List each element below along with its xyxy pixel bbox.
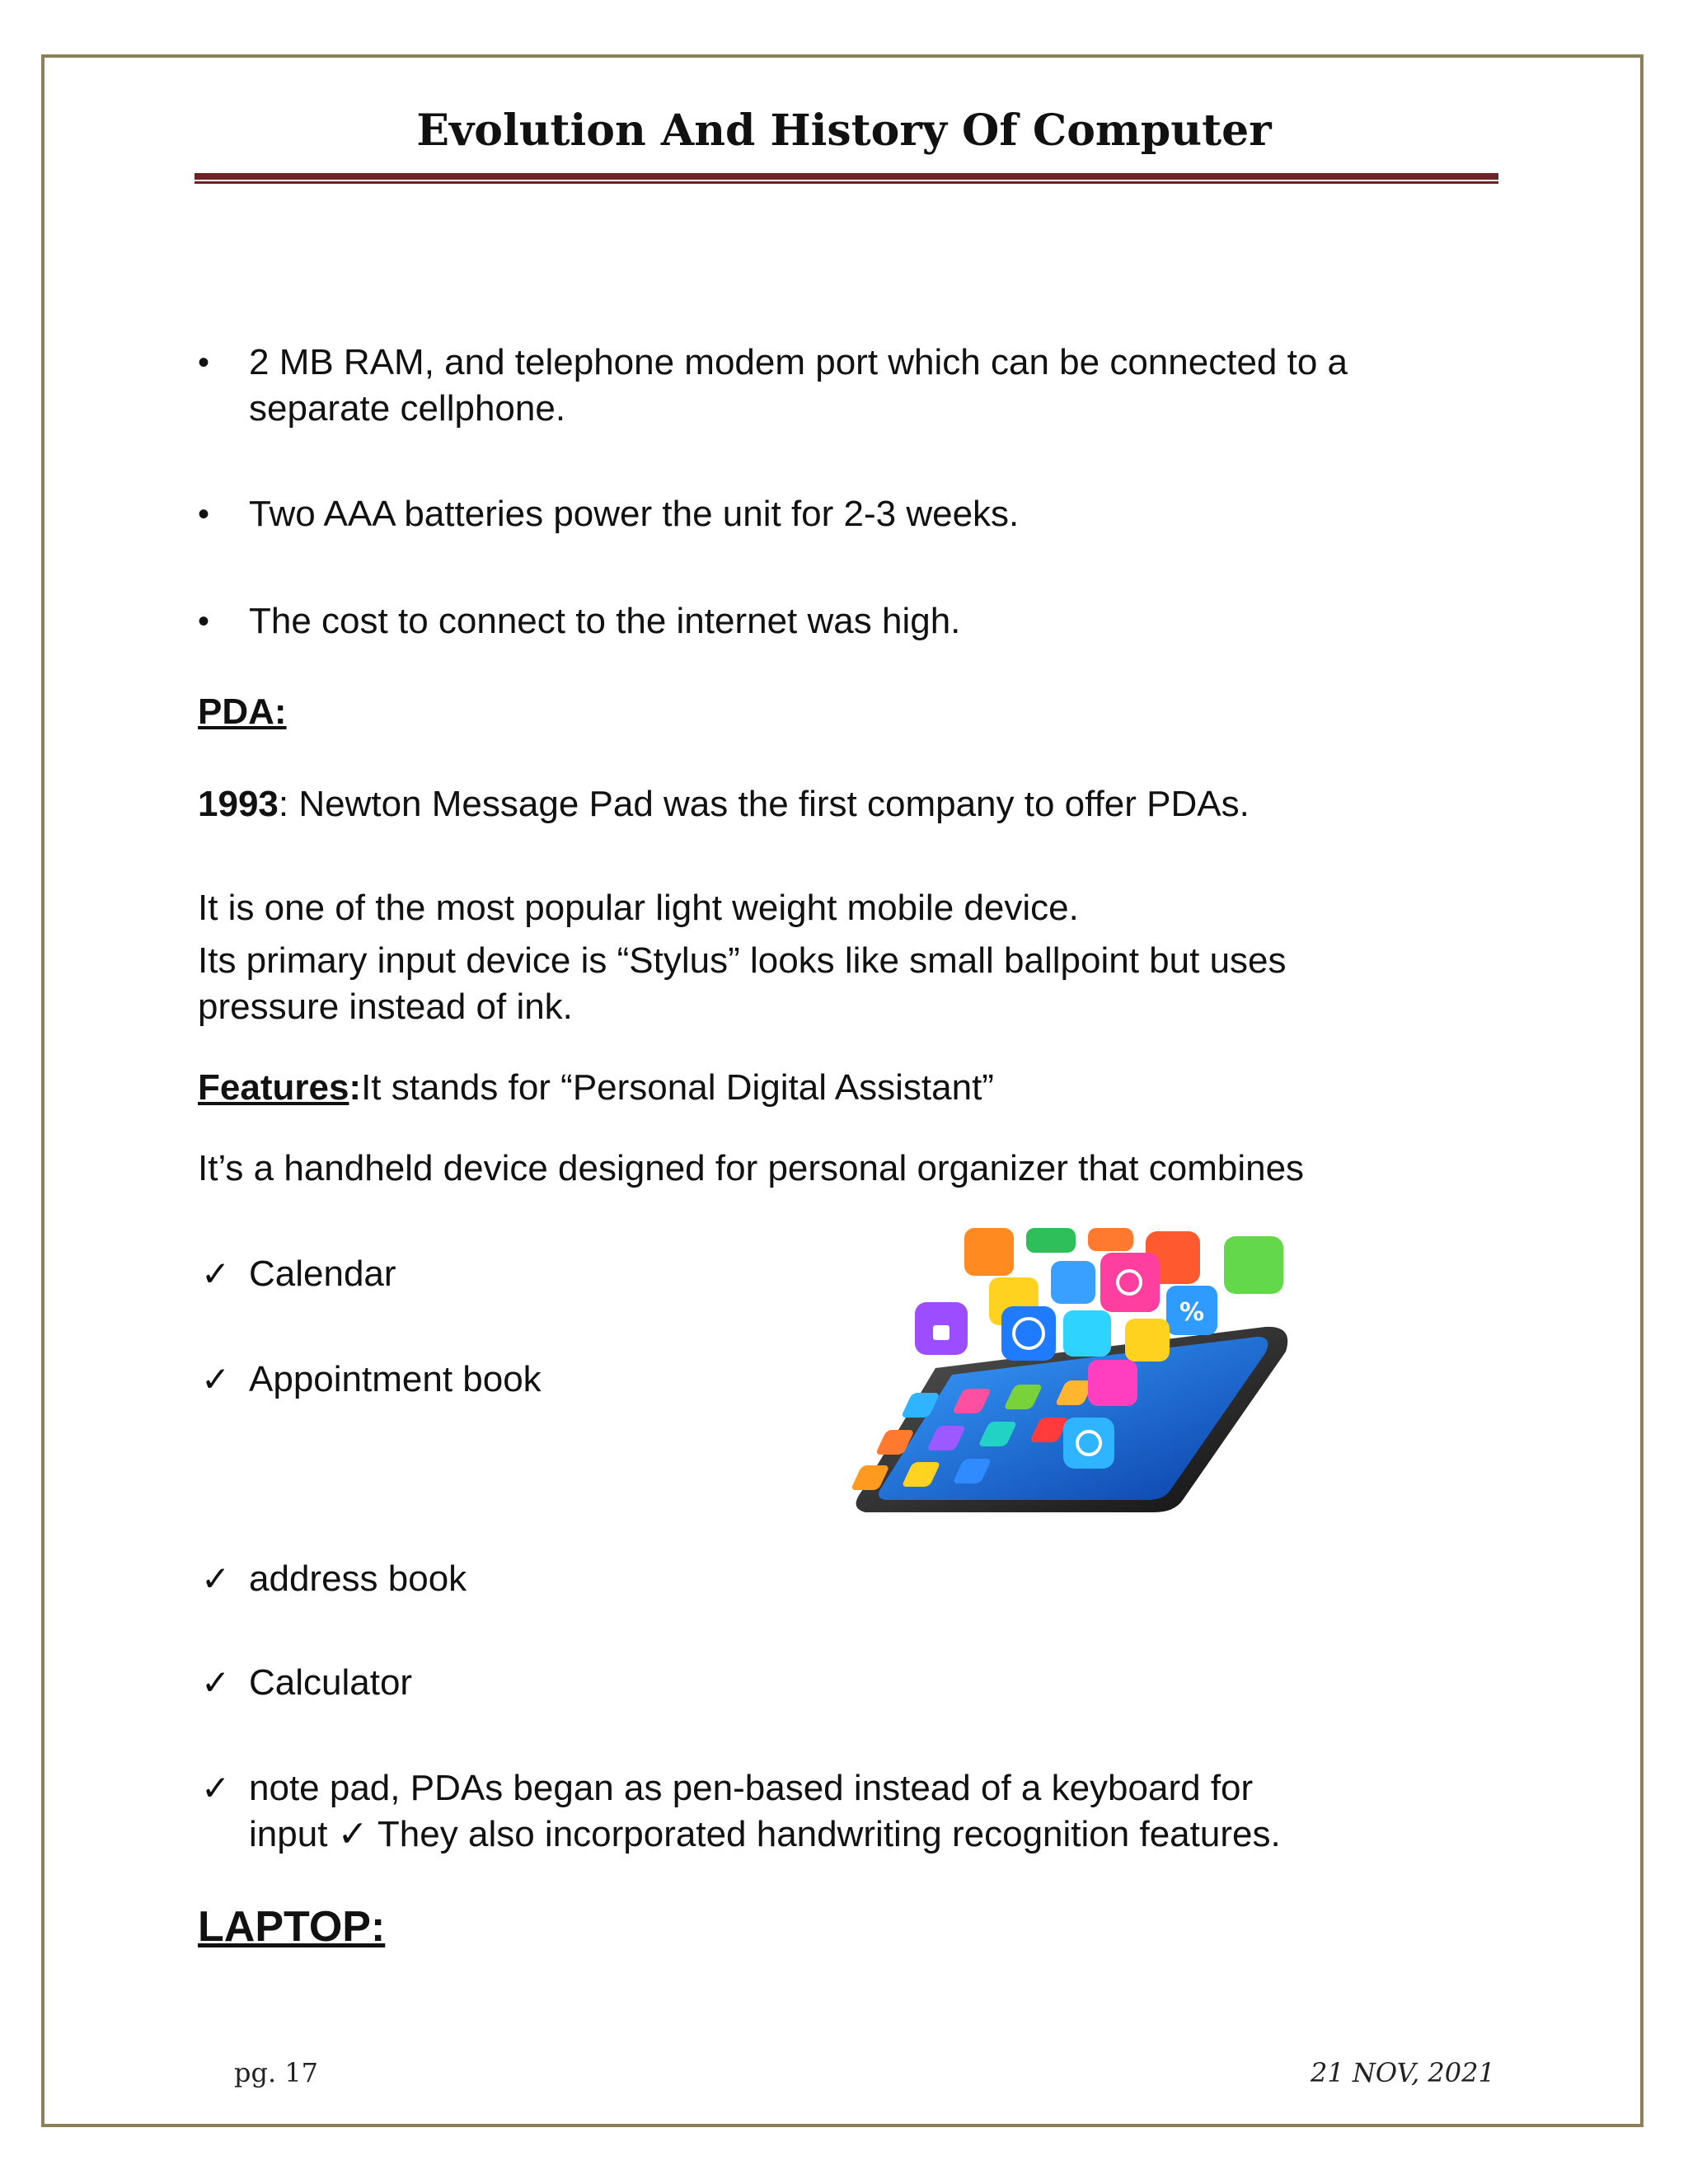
checklist-item: address book	[249, 1558, 467, 1599]
combines-text: It’s a handheld device designed for personal organizer that combines	[198, 1148, 1305, 1188]
bullet-icon: •	[198, 496, 210, 532]
pda-para-2-line-1: Its primary input device is “Stylus” looks like small ballpoint but uses	[198, 940, 1287, 981]
page-number: pg. 17	[234, 2057, 319, 2088]
features-colon: :	[349, 1067, 362, 1108]
checklist-item: Calculator	[249, 1662, 413, 1703]
check-icon: ✓	[201, 1663, 231, 1702]
bullet-1-line-2: separate cellphone.	[249, 388, 566, 429]
bullet-1-line-1: 2 MB RAM, and telephone modem port which can be connected to a	[249, 342, 1348, 382]
pda-year-text: : Newton Message Pad was the first company to offer PDAs.	[278, 784, 1250, 824]
bullet-2: Two AAA batteries power the unit for 2-3 weeks.	[249, 494, 1020, 534]
bullet-3: The cost to connect to the internet was high.	[249, 601, 961, 641]
checklist-item: Appointment book	[249, 1359, 542, 1399]
checklist-item: Calendar	[249, 1254, 396, 1294]
pda-year-line	[198, 781, 1250, 827]
check-icon: ✓	[201, 1360, 231, 1399]
page-title: Evolution And History Of Computer	[416, 105, 1272, 156]
page-date: 21 NOV, 2021	[1311, 2057, 1495, 2088]
smartphone-apps-illustration	[849, 1228, 1343, 1512]
check-icon: ✓	[201, 1559, 231, 1598]
features-text: It stands for “Personal Digital Assistant”	[361, 1067, 994, 1108]
bullet-icon: •	[198, 603, 210, 640]
pda-para-1: It is one of the most popular light weight mobile device.	[198, 888, 1079, 928]
features-label: Features	[198, 1067, 349, 1108]
bullet-icon: •	[198, 344, 210, 381]
pda-para-2-line-2: pressure instead of ink.	[198, 987, 573, 1027]
features-line	[198, 1065, 994, 1111]
checklist-item-last-line-2: input ✓ They also incorporated handwriting recognition features.	[249, 1814, 1281, 1854]
check-icon: ✓	[201, 1769, 231, 1807]
check-icon: ✓	[201, 1254, 231, 1293]
header-rule-thick	[195, 173, 1498, 180]
laptop-heading: LAPTOP:	[198, 1903, 386, 1951]
checklist-item-last-line-1: note pad, PDAs began as pen-based instead of a keyboard for	[249, 1768, 1254, 1808]
svg-text:%: %	[1179, 1298, 1205, 1327]
header-rule-thin	[195, 181, 1498, 184]
pda-heading: PDA:	[198, 691, 287, 732]
pda-year: 1993	[198, 784, 279, 824]
